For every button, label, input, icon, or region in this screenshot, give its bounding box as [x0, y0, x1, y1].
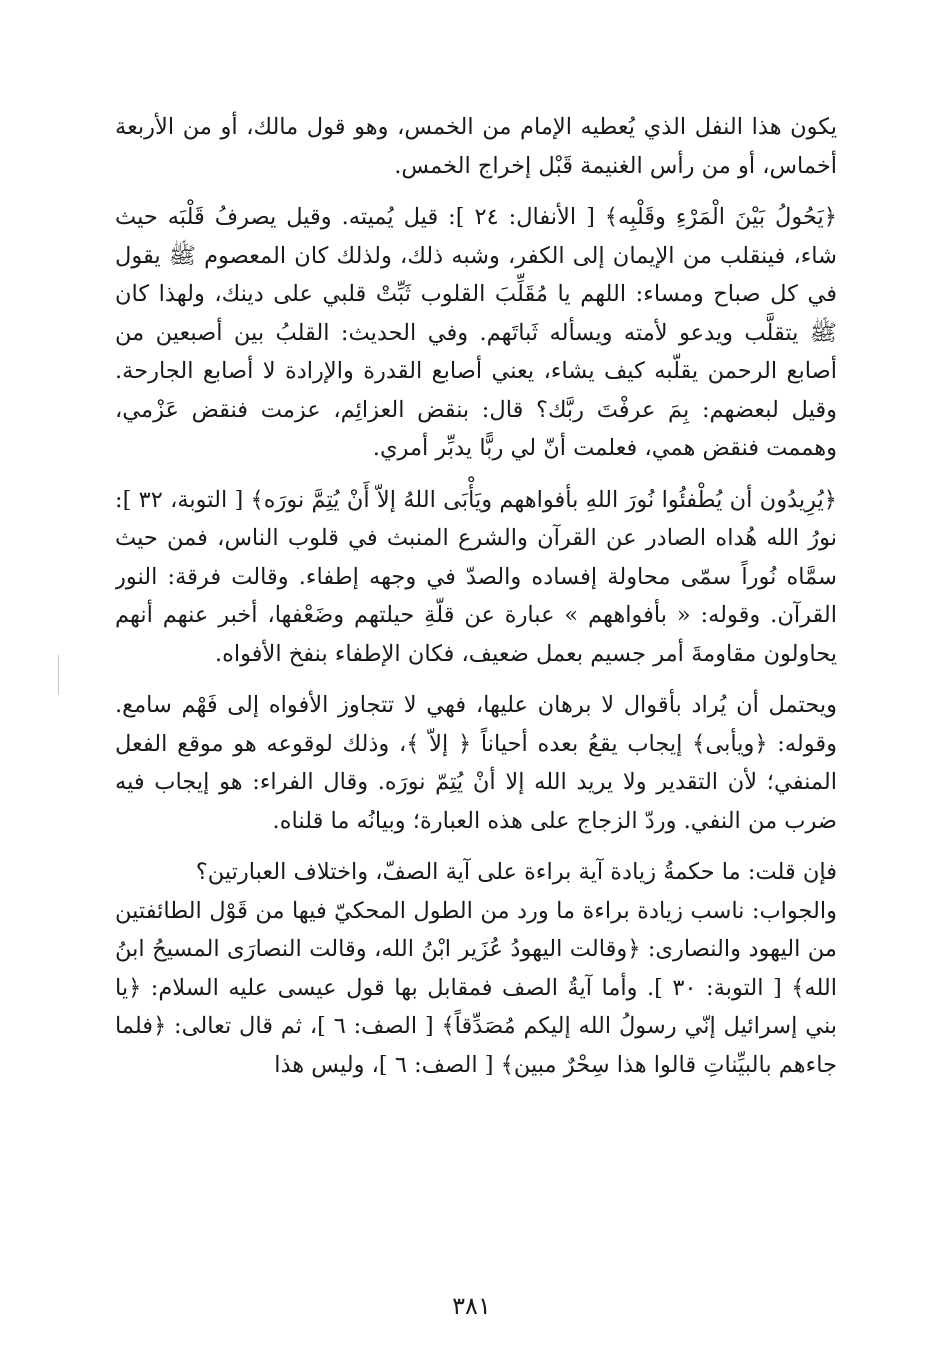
paragraph-gap	[115, 468, 837, 481]
page-body	[115, 108, 837, 1278]
paragraph-5: فإن قلت: ما حكمةُ زيادة آية براءة على آية الصفّ، واختلاف العبارتين؟	[195, 859, 837, 885]
paragraph-2: ﴿يَحُولُ بَيْنَ الْمَرْءِ وقَلْبِه﴾ [ الأنفال: ٢٤ ]: قيل يُميته. وقيل يصرفُ قَلْبَه حيث شاء، فينقلب من الإيمان إلى الكفر، وشبه ذلك، ولذلك كان المعصوم ﷺ يقول في كل صباح ومساء: اللهم يا مُقَلِّبَ القلوب ثَبِّتْ قلبي على دينك، ولهذا كان ﷺ يتقلَّب ويدعو لأمته ويسأله ثَباتَهم. وفي الحديث: القلبُ بين أصبعين من أصابع الرحمن يقلّبه كيف يشاء، يعني أصابع القدرة والإرادة لا أصابع الجارحة. وقيل لبعضهم: بِمَ عرفْتَ ربَّك؟ قال: بنقض العزائِم، عزمت فنقض عَزْمي، وهممت فنقض همي، فعلمت أنّ لي ربًّا يدبِّر أمري.	[115, 204, 837, 461]
paragraph-gap	[115, 185, 837, 198]
paragraph-3: ﴿يُرِيدُون أن يُطْفئُوا نُورَ اللهِ بأفواههم ويَأْبَى اللهُ إلاّ أَنْ يُتِمَّ نورَه﴾ [ التوبة، ٣٢ ]: نورُ الله هُداه الصادر عن القرآن والشرع المنبث في قلوب الناس، فمن حيث سمَّاه نُوراً سمّى محاولة إفساده والصدّ في وجهه إطفاء. وقالت فرقة: النور القرآن. وقوله: « بأفواههم » عبارة عن قلّةِ حيلتهم وضَعْفها، أخبر عنهم أنهم يحاولون مقاومةَ أمر جسيم بعمل ضعيف، فكان الإطفاء بنفخ الأفواه.	[115, 486, 837, 667]
page-number: ٣٨١	[452, 1292, 491, 1320]
paragraph-gap	[115, 673, 837, 686]
paragraph-6: والجواب: ناسب زيادة براءة ما ورد من الطول المحكيّ فيها من قَوْل الطائفتين من اليهود والنصارى: ﴿وقالت اليهودُ عُزَير ابْنُ الله، وقالت النصارَى المسيحُ ابنُ الله﴾ [ التوبة: ٣٠ ]. وأما آيةُ الصف فمقابل بها قول عيسى عليه السلام: ﴿يا بني إسرائيل إنّي رسولُ الله إليكم مُصَدِّقاً﴾ [ الصف: ٦ ]، ثم قال تعالى: ﴿فلما جاءهم بالبيِّناتِ قالوا هذا سِحْرٌ مبين﴾ [ الصف: ٦ ]، وليس هذا	[115, 897, 837, 1078]
paragraph-4: ويحتمل أن يُراد بأقوال لا برهان عليها، فهي لا تتجاوز الأفواه إلى فَهْم سامع. وقوله: ﴿ويأبى﴾ إيجاب يقعُ بعده أحياناً ﴿ إلاّ ﴾، وذلك لوقوعه هو موقع الفعل المنفي؛ لأن التقدير ولا يريد الله إلا أنْ يُتِمّ نورَه. وقال الفراء: هو إيجاب فيه ضرب من النفي. وردّ الزجاج على هذه العبارة؛ وبيانُه ما قلناه.	[115, 692, 837, 834]
margin-mark	[58, 655, 59, 695]
paragraph-gap	[115, 840, 837, 853]
paragraph-1: يكون هذا النفل الذي يُعطيه الإمام من الخمس، وهو قول مالك، أو من الأربعة أخماس، أو من رأس الغنيمة قَبْل إخراج الخمس.	[115, 114, 837, 179]
